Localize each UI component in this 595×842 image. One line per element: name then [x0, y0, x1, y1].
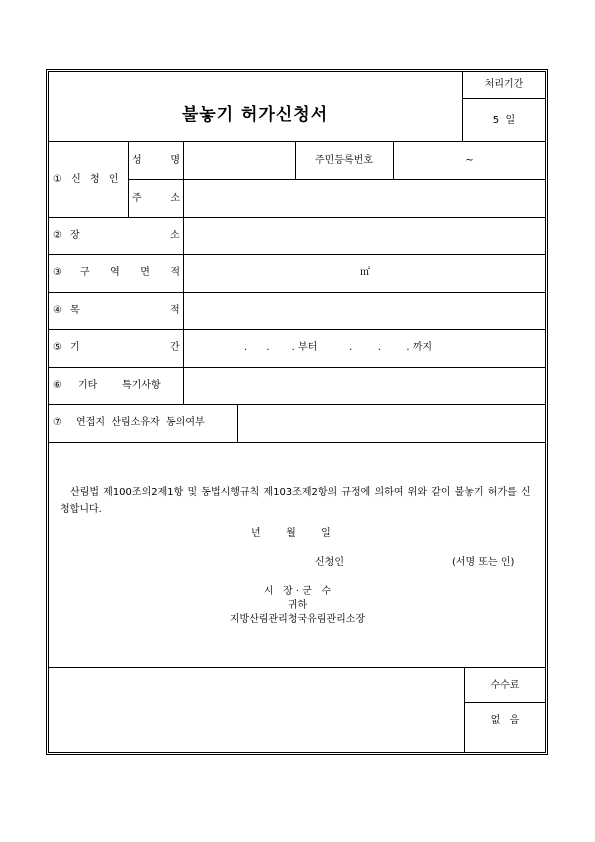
rule-consent-bottom: [48, 442, 546, 443]
declaration-text: 산림법 제100조의2제1항 및 동법시행규칙 제103조제2항의 규정에 의하여 위와 같이 불놓기 허가를 신청합니다.: [60, 487, 531, 515]
rule-header-bottom: [48, 141, 546, 142]
sign-note: (서명 또는 인): [452, 557, 515, 568]
period-label-a: 기: [70, 342, 80, 353]
address-input[interactable]: [184, 180, 545, 216]
name-label: 성 명: [132, 155, 180, 166]
period-number: ⑤: [53, 342, 62, 353]
place-label-b: 소: [170, 230, 180, 241]
rule-declaration-bottom: [48, 667, 546, 668]
fee-label: 수수료: [490, 680, 520, 691]
area-unit: ㎡: [360, 267, 370, 278]
other-label-a: 기타: [78, 380, 98, 391]
purpose-label-a: 목: [70, 305, 80, 316]
period-value[interactable]: . . . 부터 . . . 까지: [244, 342, 433, 353]
consent-number: ⑦: [53, 417, 62, 428]
fee-value: 없 음: [490, 715, 520, 726]
place-input[interactable]: [184, 218, 545, 253]
date-line[interactable]: 년 월 일: [251, 528, 331, 539]
purpose-label-b: 적: [170, 305, 180, 316]
period-label-b: 간: [170, 342, 180, 353]
name-input[interactable]: [184, 142, 294, 178]
rule-processing-split: [462, 98, 546, 99]
place-label-a: 장: [70, 230, 80, 241]
applicant-section-label: ① 신 청 인: [53, 174, 122, 185]
area-label: 구 역 면 적: [80, 267, 180, 278]
consent-label: 연접지 산림소유자 동의여부: [76, 417, 205, 428]
purpose-input[interactable]: [184, 293, 545, 328]
processing-period-label: 처리기간: [484, 79, 524, 90]
rule-fee-left: [464, 667, 465, 753]
rule-applicant-label-right: [128, 141, 129, 217]
other-input[interactable]: [184, 368, 545, 403]
area-number: ③: [53, 267, 62, 278]
rule-purpose-bottom: [48, 329, 546, 330]
place-number: ②: [53, 230, 62, 241]
recipient-line-3: 지방산림관리청국유림관리소장: [229, 614, 366, 625]
consent-input[interactable]: [238, 405, 545, 441]
other-number: ⑥: [53, 380, 62, 391]
address-label: 주 소: [132, 193, 180, 204]
rrn-input[interactable]: ~: [465, 155, 474, 166]
recipient-line-1: 시 장 · 군 수: [263, 586, 332, 597]
processing-period-value: 5 일: [492, 115, 516, 126]
form-title: 불놓기 허가신청서: [181, 105, 329, 125]
rrn-label: 주민등록번호: [315, 155, 373, 166]
recipient-line-2: 귀하: [287, 600, 308, 611]
applicant-signature-field[interactable]: [350, 552, 450, 572]
area-input[interactable]: [184, 255, 545, 291]
rule-fee-split: [464, 702, 546, 703]
applicant-sign-label: 신청인: [315, 557, 344, 568]
purpose-number: ④: [53, 305, 62, 316]
other-label-b: 특기사항: [122, 380, 161, 391]
